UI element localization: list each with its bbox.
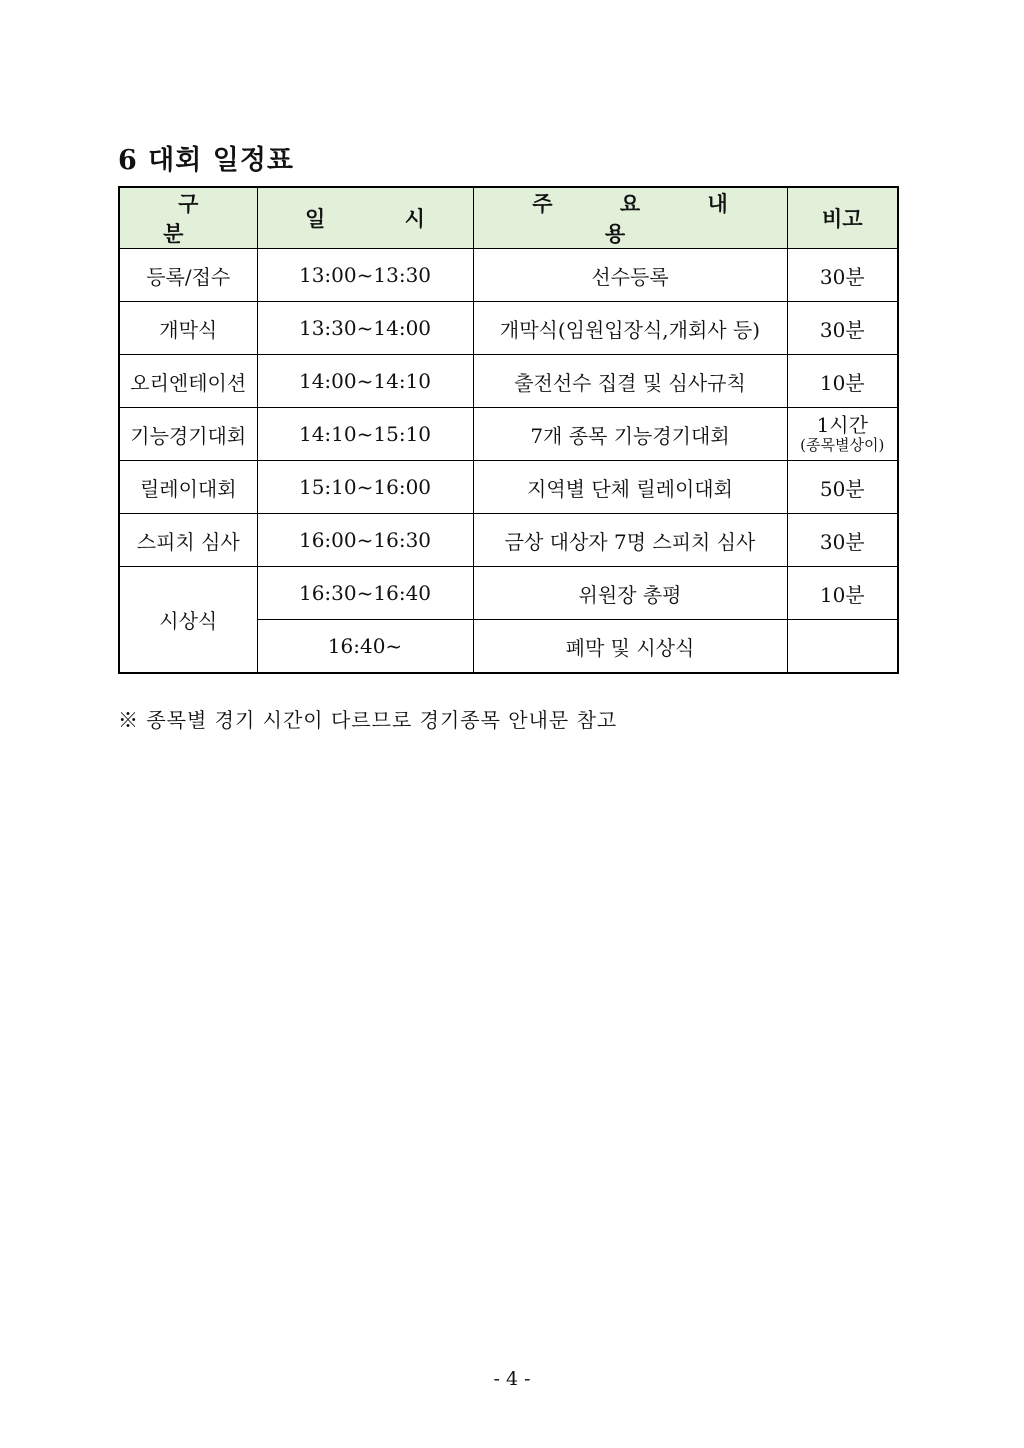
row-time: 14:00~14:10	[257, 355, 473, 408]
row-content: 위원장 총평	[473, 567, 787, 620]
row-category: 기능경기대회	[119, 408, 257, 461]
row-category: 개막식	[119, 302, 257, 355]
row-content: 금상 대상자 7명 스피치 심사	[473, 514, 787, 567]
schedule-table	[118, 186, 899, 674]
table-row	[119, 355, 898, 408]
section-title: 6 대회 일정표	[118, 145, 294, 176]
row-time: 13:30~14:00	[257, 302, 473, 355]
row-time: 13:00~13:30	[257, 249, 473, 302]
row-category: 오리엔테이션	[119, 355, 257, 408]
header-datetime: 일 시	[257, 187, 473, 249]
row-time: 16:30~16:40	[257, 567, 473, 620]
row-remark: 10분	[787, 567, 898, 620]
row-remark: 30분	[787, 249, 898, 302]
row-content: 지역별 단체 릴레이대회	[473, 461, 787, 514]
row-remark: 10분	[787, 355, 898, 408]
row-content: 7개 종목 기능경기대회	[473, 408, 787, 461]
table-row	[119, 514, 898, 567]
table-row	[119, 249, 898, 302]
footnote: ※ 종목별 경기 시간이 다르므로 경기종목 안내문 참고	[118, 708, 618, 732]
table-header-row	[119, 187, 898, 249]
row-category: 스피치 심사	[119, 514, 257, 567]
row-remark: 30분	[787, 302, 898, 355]
row-category: 시상식	[119, 567, 257, 674]
row-remark: 50분	[787, 461, 898, 514]
header-category: 구 분	[119, 187, 257, 249]
row-content: 선수등록	[473, 249, 787, 302]
header-content: 주 요 내 용	[473, 187, 787, 249]
page-number: - 4 -	[493, 1368, 531, 1390]
row-remark	[787, 620, 898, 674]
row-time: 16:00~16:30	[257, 514, 473, 567]
row-remark	[787, 408, 898, 461]
remark-main: 1시간	[816, 413, 868, 437]
header-remark: 비고	[787, 187, 898, 249]
row-content: 폐막 및 시상식	[473, 620, 787, 674]
table-row	[119, 302, 898, 355]
remark-sub: (종목별상이)	[800, 436, 885, 454]
row-content: 개막식(임원입장식,개회사 등)	[473, 302, 787, 355]
row-category: 릴레이대회	[119, 461, 257, 514]
table-row	[119, 461, 898, 514]
table-row	[119, 408, 898, 461]
row-content: 출전선수 집결 및 심사규칙	[473, 355, 787, 408]
row-category: 등록/접수	[119, 249, 257, 302]
row-time: 14:10~15:10	[257, 408, 473, 461]
row-time: 15:10~16:00	[257, 461, 473, 514]
row-time: 16:40~	[257, 620, 473, 674]
row-remark: 30분	[787, 514, 898, 567]
table-row	[119, 567, 898, 620]
